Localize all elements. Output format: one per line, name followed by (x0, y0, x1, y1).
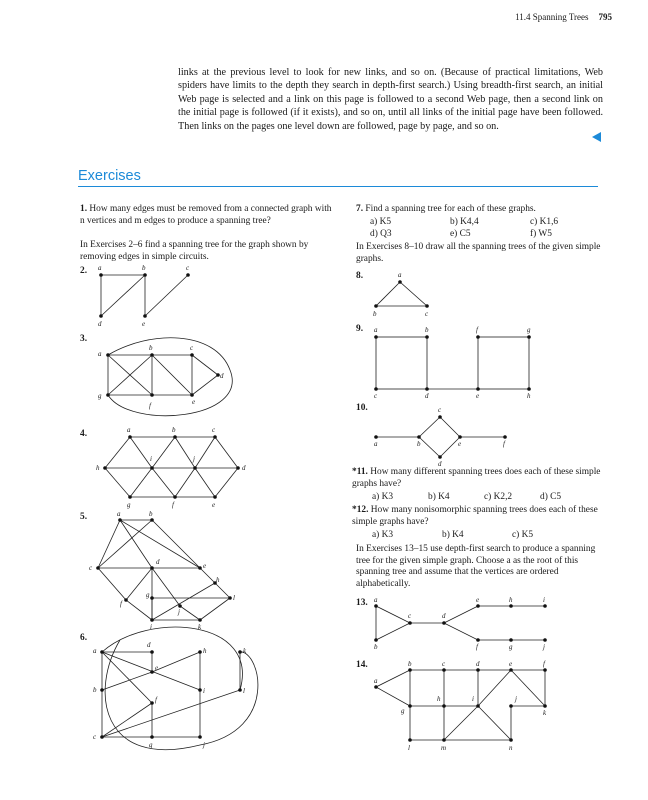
g5-label-e: e (203, 562, 207, 570)
exercise-13-number: 13. (356, 598, 368, 608)
g14-label-h: h (437, 695, 441, 703)
exercise-14-number: 14. (356, 660, 368, 670)
exercise-1-text: How many edges must be removed from a connected graph with n vertices and m edges to produce a spanning tree? (80, 204, 332, 226)
g10-label-a: a (374, 440, 378, 448)
g4-label-f: f (172, 501, 174, 509)
g9-label-d: d (425, 392, 429, 400)
g8-label-c: c (425, 310, 429, 318)
ex12-option-b: b) K4 (442, 530, 464, 540)
exercise-12-number: *12. (352, 505, 369, 515)
g3-label-e: e (192, 398, 196, 406)
page-number: 795 (598, 12, 612, 22)
g14-label-l: l (408, 744, 410, 752)
graph-2-edges (101, 275, 188, 316)
exercise-11-text: How many different spanning trees does each of these simple graphs have? (352, 467, 601, 489)
g5-label-b: b (149, 510, 153, 518)
g14-label-c: c (442, 660, 446, 668)
g14-label-j: j (515, 695, 517, 703)
exercise-6-number: 6. (80, 633, 88, 643)
g9-label-b: b (425, 326, 429, 334)
g13-label-h: h (509, 596, 513, 604)
g2-label-b: b (142, 264, 146, 272)
g3-label-g: g (98, 392, 102, 400)
g14-label-i: i (472, 695, 474, 703)
g10-label-e: e (458, 440, 462, 448)
g6-label-i: i (203, 687, 205, 695)
section-title: Exercises (78, 168, 141, 184)
g6-label-h: h (203, 647, 207, 655)
g9-label-f: f (476, 326, 478, 334)
exercise-11-number: *11. (352, 467, 368, 477)
g3-label-b: b (149, 344, 153, 352)
g3-label-d: d (220, 372, 224, 380)
g13-label-c: c (408, 612, 412, 620)
graph-3-edges (108, 338, 232, 416)
exercise-8-number: 8. (356, 271, 364, 281)
g6-label-g: g (149, 741, 153, 749)
g6-label-a: a (93, 647, 97, 655)
g4-label-b: b (172, 426, 176, 434)
g13-label-a: a (374, 596, 378, 604)
graph-10-edges (376, 417, 505, 457)
g3-label-f: f (149, 402, 151, 410)
exercise-4-number: 4. (80, 429, 88, 439)
ex7-option-b: b) K4,4 (450, 217, 479, 227)
g13-label-d: d (442, 612, 446, 620)
g9-label-c: c (374, 392, 378, 400)
g5-label-h: h (216, 576, 220, 584)
instruction-2-6: In Exercises 2–6 find a spanning tree for the graph shown by removing edges in simple circuits. (80, 240, 309, 262)
exercise-5-number: 5. (80, 512, 88, 522)
g5-label-l: l (233, 594, 235, 602)
g2-label-e: e (142, 320, 146, 328)
exercise-7-number: 7. (356, 204, 364, 214)
graph-14-edges (376, 670, 545, 740)
exercise-10-number: 10. (356, 403, 368, 413)
g5-label-i: i (150, 623, 152, 631)
graph-4-edges (105, 437, 238, 497)
g4-label-e: e (212, 501, 216, 509)
intro-paragraph: links at the previous level to look for new links, and so on. (Because of practical limitations, Web spiders have limits to the depth they search in depth-first search.) Using breadth-first search, an initial Web page is selected and a link on this page is followed to a second Web page, then a second link on the initial page is followed (if it exists), and so on, until all links of the initial page have been followed. Then links on the pages one level down are followed, page by page, and so on. (178, 67, 603, 132)
ex7-option-a: a) K5 (370, 217, 392, 227)
graph-vertices (96, 273, 547, 742)
g2-label-a: a (98, 264, 102, 272)
ex11-option-d: d) C5 (540, 492, 562, 502)
g5-label-g: g (146, 591, 150, 599)
g14-label-k: k (543, 709, 547, 717)
g6-label-d: d (147, 641, 151, 649)
g5-label-j: j (178, 608, 180, 616)
g13-label-e: e (476, 596, 480, 604)
g6-label-b: b (93, 686, 97, 694)
g4-label-g: g (127, 501, 131, 509)
graph-6-edges (102, 627, 258, 750)
g14-label-m: m (441, 744, 447, 752)
g14-label-g: g (401, 707, 405, 715)
g4-label-i: i (150, 455, 152, 463)
g14-label-b: b (408, 660, 412, 668)
g6-label-l: l (243, 687, 245, 695)
ex11-option-b: b) K4 (428, 492, 450, 502)
g9-label-g: g (527, 326, 531, 334)
ex12-option-c: c) K5 (512, 530, 534, 540)
g6-label-j: j (203, 741, 205, 749)
instruction-8-10: In Exercises 8–10 draw all the spanning trees of the given simple graphs. (356, 242, 601, 264)
g4-label-d: d (242, 464, 246, 472)
g14-label-d: d (476, 660, 480, 668)
ex7-option-f: f) W5 (530, 229, 552, 239)
g3-label-a: a (98, 350, 102, 358)
g5-label-k: k (198, 623, 202, 631)
g14-label-f: f (543, 660, 545, 668)
exercise-9-number: 9. (356, 324, 364, 334)
g2-label-c: c (186, 264, 190, 272)
exercise-12-text: How many nonisomorphic spanning trees does each of these simple graphs have? (352, 505, 598, 527)
g8-label-a: a (398, 271, 402, 279)
g3-label-c: c (190, 344, 194, 352)
exercise-7-text: Find a spanning tree for each of these graphs. (365, 204, 536, 214)
exercise-1-number: 1. (80, 204, 88, 214)
g10-label-b: b (417, 440, 421, 448)
g10-label-d: d (438, 460, 442, 468)
g10-label-c: c (438, 406, 442, 414)
exercise-2-number: 2. (80, 266, 88, 276)
ex7-option-d: d) Q3 (370, 229, 392, 239)
g13-label-g: g (509, 643, 513, 651)
ex11-option-c: c) K2,2 (484, 492, 513, 502)
g5-label-d: d (156, 558, 160, 566)
g4-label-j: j (193, 455, 195, 463)
g5-label-a: a (117, 510, 121, 518)
graph-8-edges (376, 282, 427, 306)
g13-label-j: j (543, 643, 545, 651)
g8-label-b: b (373, 310, 377, 318)
g4-label-c: c (212, 426, 216, 434)
ex12-option-a: a) K3 (372, 530, 394, 540)
g6-label-c: c (93, 733, 97, 741)
g13-label-b: b (374, 643, 378, 651)
ex7-option-e: e) C5 (450, 229, 471, 239)
g6-label-f: f (155, 696, 157, 704)
g5-label-c: c (89, 564, 93, 572)
g13-label-i: i (543, 596, 545, 604)
ex7-option-c: c) K1,6 (530, 217, 559, 227)
g4-label-h: h (96, 464, 100, 472)
g14-label-n: n (509, 744, 513, 752)
g6-label-e: e (155, 664, 159, 672)
header-section: 11.4 Spanning Trees (515, 12, 589, 22)
ex11-option-a: a) K3 (372, 492, 394, 502)
graph-5-edges (98, 520, 230, 620)
instruction-13-15: In Exercises 13–15 use depth-first search to produce a spanning tree for the given simple graph. Choose a as the root of this spanning tree and assume that the vertices are ordered alphabetically. (356, 544, 596, 589)
graph-9-edges (376, 337, 529, 389)
g10-label-f: f (503, 440, 505, 448)
g6-label-k: k (243, 647, 247, 655)
g9-label-e: e (476, 392, 480, 400)
g13-label-f: f (476, 643, 478, 651)
g14-label-a: a (374, 677, 378, 685)
exercise-3-number: 3. (80, 334, 88, 344)
g4-label-a: a (127, 426, 131, 434)
g2-label-d: d (98, 320, 102, 328)
g14-label-e: e (509, 660, 513, 668)
g9-label-a: a (374, 326, 378, 334)
g5-label-f: f (120, 600, 122, 608)
g9-label-h: h (527, 392, 531, 400)
graph-13-edges (376, 606, 545, 640)
